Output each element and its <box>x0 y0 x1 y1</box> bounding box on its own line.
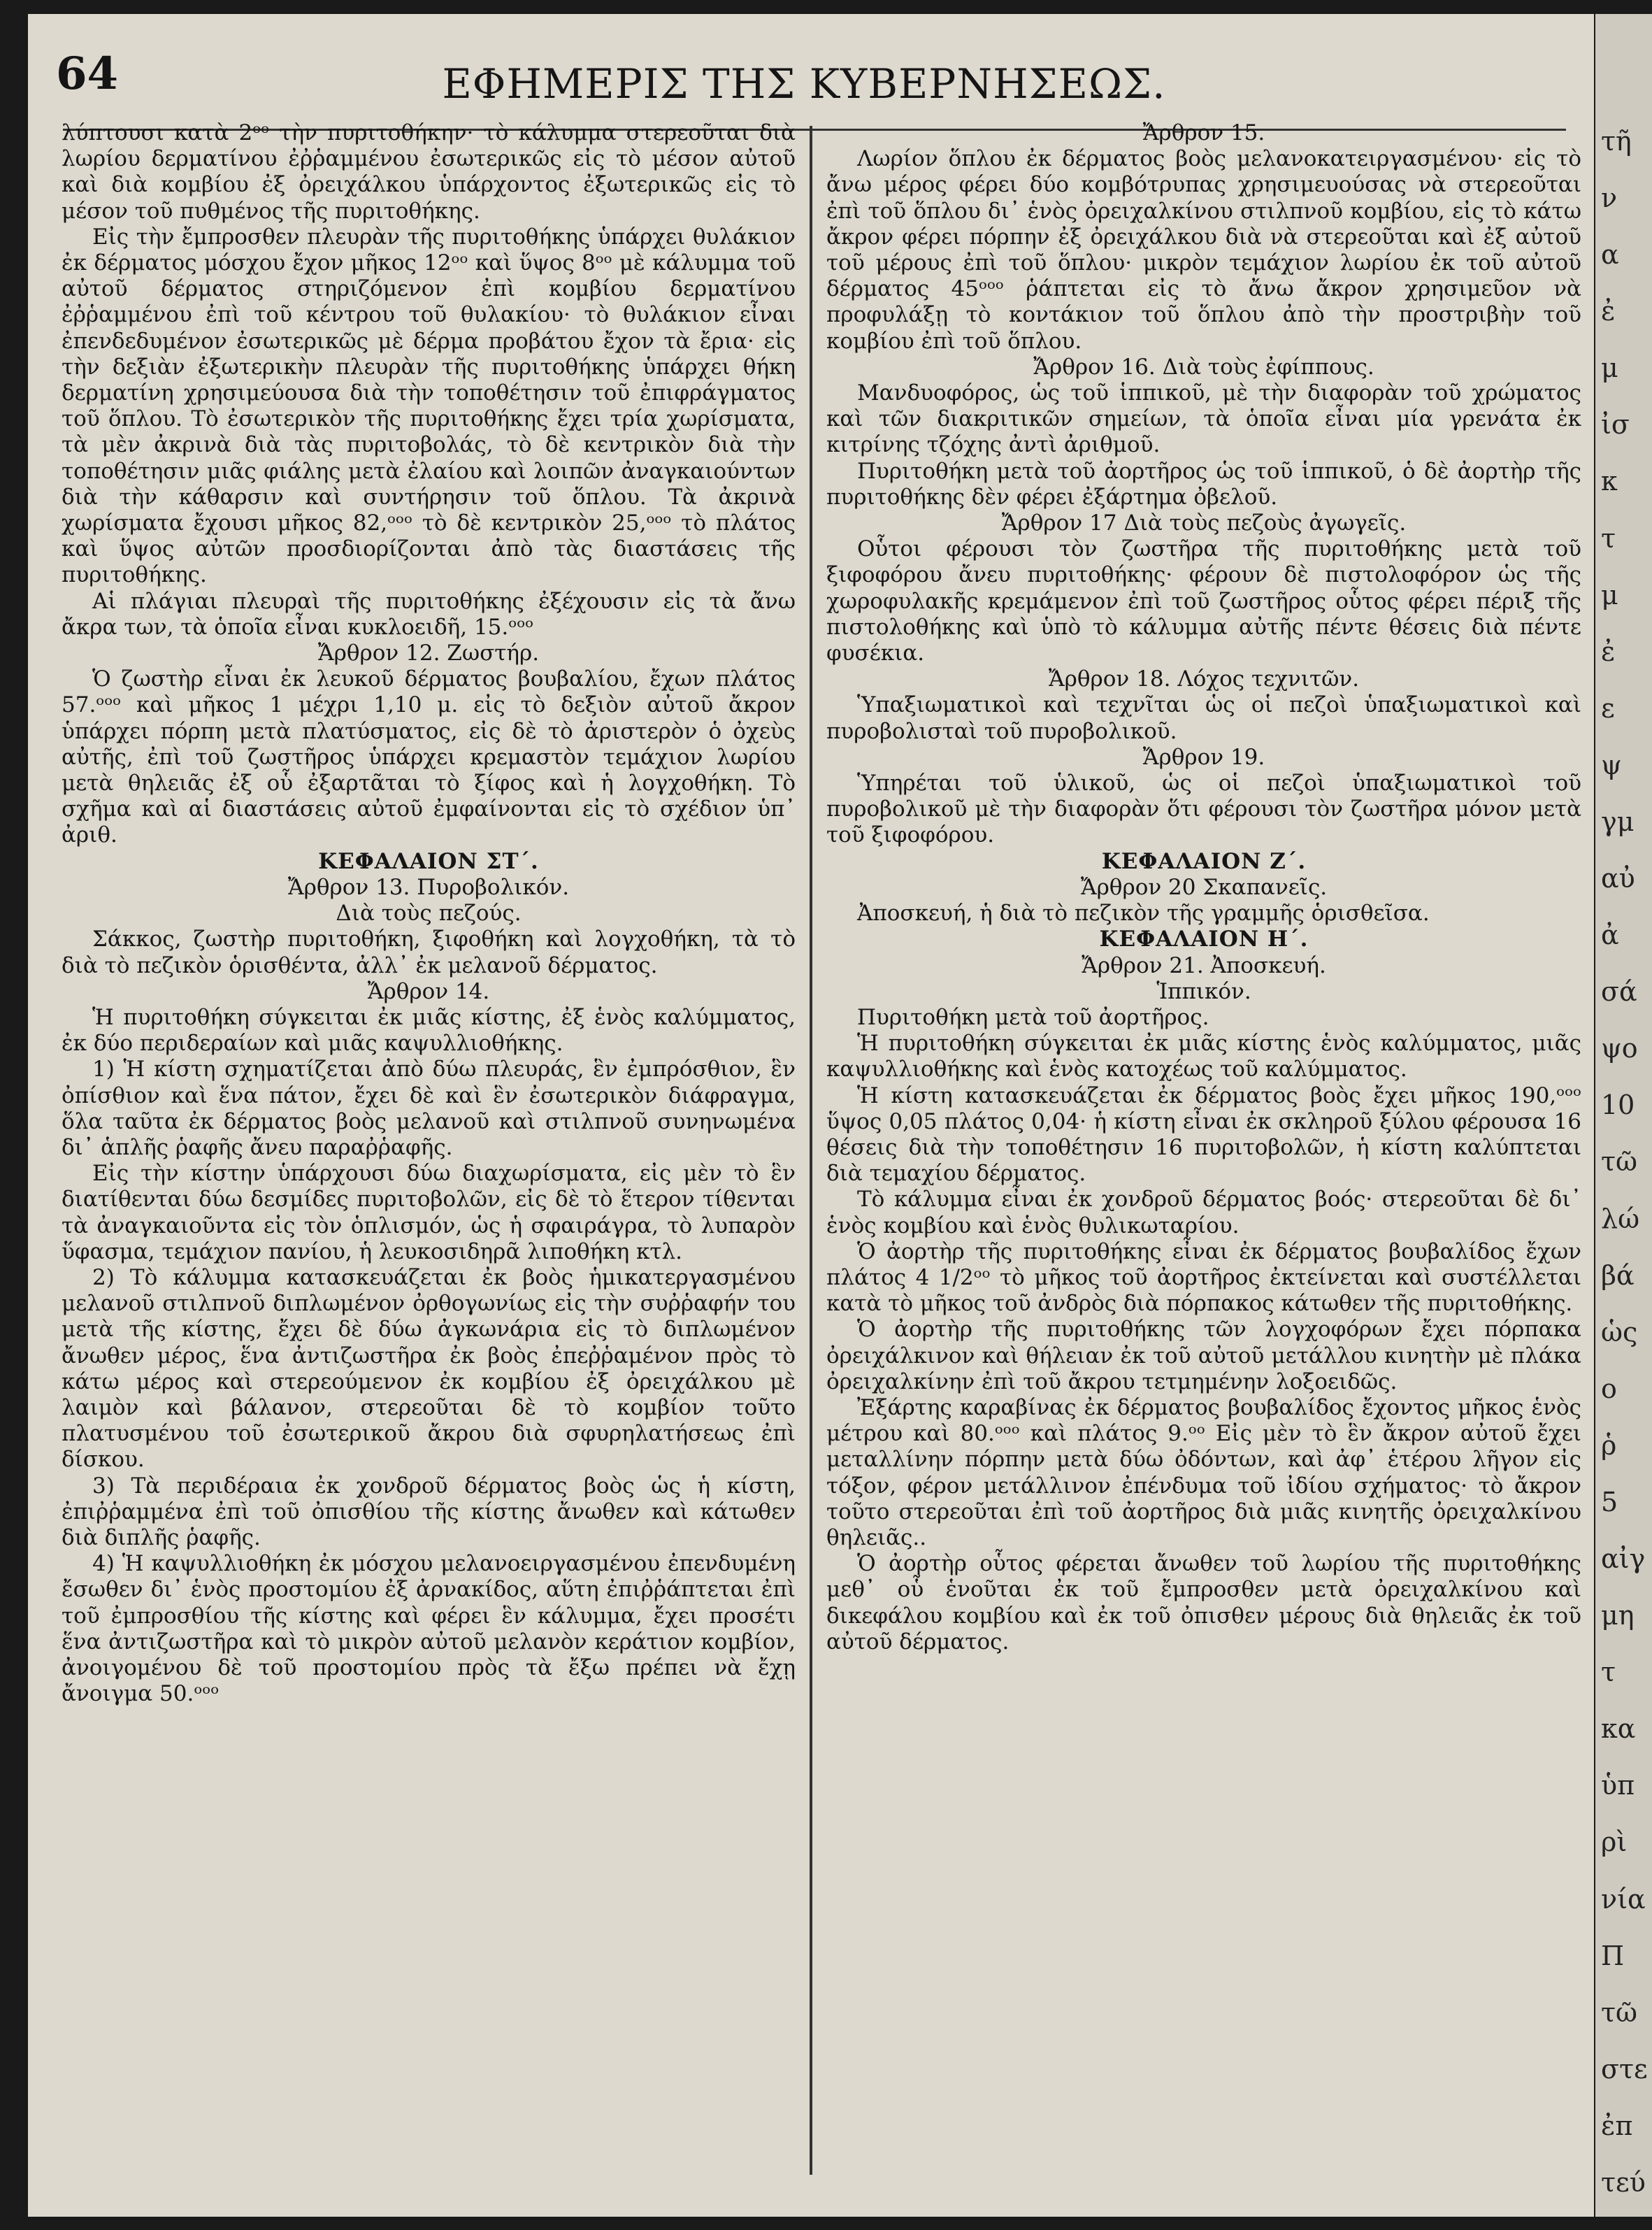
paragraph: 3) Τὰ περιδέραια ἐκ χονδροῦ δέρματος βοὸς ὡς ἡ κίστη, ἐπιῤῥαμμένα ἐπὶ τοῦ ὀπισθίου τῆς κίστης ἄνωθεν καὶ κάτωθεν διὰ διπλῆς ῥαφῆς. <box>62 1473 796 1550</box>
edge-fragment: τ <box>1601 1657 1616 1688</box>
edge-fragment: 10 <box>1601 1089 1635 1121</box>
section-heading: Ἄρθρον 13. Πυροβολικόν. <box>287 874 570 900</box>
section-heading: Ἄρθρον 18. Λόχος τεχνιτῶν. <box>1048 666 1360 692</box>
section-heading: ΚΕΦΑΛΑΙΟΝ Ζ´. <box>1101 848 1307 874</box>
paragraph: 2) Τὸ κάλυμμα κατασκευάζεται ἐκ βοὸς ἡμικατεργασμένου μελανοῦ στιλπνοῦ διπλωμένον ὀρθογωνίως εἰς τὴν συῤῥαφήν του μετὰ τῆς κίστης, ἔχει δὲ δύω ἀγκωνάρια εἰς τὸ διπλωμένον ἄνωθεν μέρος, ἕνα ἀντιζωστῆρα ἐκ βοὸς ἐπεῤῥαμένον πρὸς τὸ κάτω μέρος καὶ στερεούμενον ἐκ κομβίου ἐξ ὀρειχάλκου μὲ λαιμὸν καὶ βάλανον, στερεοῦται δὲ τὸ κομβίον τοῦτο πλατυσμένου τοῦ ἐσωτερικοῦ ἄκρου διὰ σφυρηλατήσεως ἐπὶ δίσκου. <box>62 1264 796 1473</box>
edge-fragment: ὑπ <box>1601 1770 1635 1801</box>
section-heading: Διὰ τοὺς πεζούς. <box>336 901 522 927</box>
paragraph: Ὁ ἀορτὴρ τῆς πυριτοθήκης τῶν λογχοφόρων ἔχει πόρπακα ὀρειχάλκινον καὶ θήλειαν ἐκ τοῦ αὐτοῦ μετάλλου κινητὴν μὲ πλάκα ὀρειχαλκίνην ἐπὶ τοῦ ἄκρου τετμημένην λοξοειδῶς. <box>826 1317 1581 1394</box>
paragraph: Ἡ πυριτοθήκη σύγκειται ἐκ μιᾶς κίστης, ἐξ ἑνὸς καλύμματος, ἐκ δύο περιδεραίων καὶ μιᾶς καψυλλιοθήκης. <box>62 1004 796 1057</box>
paragraph: Ἐξάρτης καραβίνας ἐκ δέρματος βουβαλίδος ἔχοντος μῆκος ἑνὸς μέτρου καὶ 80.ᵒᵒᵒ καὶ πλάτος 9.ᵒᵒ Εἰς μὲν τὸ ἓν ἄκρον αὐτοῦ ἔχει μεταλλίνην πόρπην μετὰ δύω ὀδόντων, καὶ ἀφ᾽ ἑτέρου λῆγον εἰς τόξον, φέρον μετάλλινον ἐπένδυμα τοῦ ἰδίου σχήματος· τὸ ἄκρον τοῦτο στερεοῦται ἐπὶ τοῦ ἀορτῆρος διὰ μιᾶς κινητῆς ὀρειχαλκίνου θηλειᾶς.. <box>826 1394 1581 1550</box>
edge-fragment: μ <box>1601 352 1618 384</box>
edge-fragment: α <box>1601 239 1619 271</box>
edge-fragment: ν <box>1601 183 1618 214</box>
edge-fragment: ἰσ <box>1601 409 1630 441</box>
paragraph: Λωρίον ὅπλου ἐκ δέρματος βοὸς μελανοκατειργασμένου· εἰς τὸ ἄνω μέρος φέρει δύο κομβότρυπας χρησιμευούσας νὰ στερεοῦται ἐπὶ τοῦ ὅπλου δι᾽ ἑνὸς ὀρειχαλκίνου στιλπνοῦ κομβίου, εἰς τὸ κάτω ἄκρον φέρει πόρπην ἐξ ὀρειχάλκου διὰ νὰ στερεοῦται καὶ ἐξ αὐτοῦ τοῦ μέρους ἐπὶ τοῦ ὅπλου· μικρὸν τεμάχιον λωρίου ἐκ τοῦ αὐτοῦ δέρματος 45ᵒᵒᵒ ῥάπτεται εἰς τὸ ἄνω ἄκρον χρησιμεῦον νὰ προφυλάξῃ τὸ κοντάκιον τοῦ ὅπλου ἀπὸ τὴν προστριβὴν τοῦ κομβίου ἐπὶ τοῦ ὅπλου. <box>826 146 1581 354</box>
paragraph: Εἰς τὴν κίστην ὑπάρχουσι δύω διαχωρίσματα, εἰς μὲν τὸ ἓν διατίθενται δύω δεσμίδες πυριτοβολῶν, εἰς δὲ τὸ ἕτερον τίθενται τὰ ἀναγκαιοῦντα εἰς τὸν ὁπλισμόν, ὡς ἡ σφαιράγρα, τὸ λυπαρὸν ὕφασμα, τεμάχιον πανίου, ἡ λευκοσιδηρᾶ λιποθήκη κτλ. <box>62 1161 796 1264</box>
page-header <box>28 35 1594 112</box>
edge-fragment: τῶ <box>1601 1146 1638 1178</box>
paragraph: Ἡ πυριτοθήκη σύγκειται ἐκ μιᾶς κίστης ἑνὸς καλύμματος, μιᾶς καψυλλιοθήκης καὶ ἑνὸς κατοχέως τοῦ καλύμματος. <box>826 1031 1581 1082</box>
paragraph: Οὗτοι φέρουσι τὸν ζωστῆρα τῆς πυριτοθήκης μετὰ τοῦ ξιφοφόρου ἄνευ πυριτοθήκης· φέρουν δὲ πιστολοφόρον ὡς τῆς χωροφυλακῆς κρεμάμενον ἐπὶ τοῦ ζωστῆρος οὗτος φέρει πέριξ τῆς πιστολοθήκης καὶ ὑπὸ τὸ κάλυμμα αὐτῆς πέντε θέσεις διὰ πέντε φυσέκια. <box>826 536 1581 666</box>
edge-fragment: αὐ <box>1601 863 1635 894</box>
edge-fragment: νία <box>1601 1883 1646 1915</box>
paragraph: Ὁ ζωστὴρ εἶναι ἐκ λευκοῦ δέρματος βουβαλίου, ἔχων πλάτος 57.ᵒᵒᵒ καὶ μῆκος 1 μέχρι 1,10 μ. εἰς τὸ δεξιὸν αὐτοῦ ἄκρον ὑπάρχει πόρπη μετὰ πλατύσματος, εἰς δὲ τὸ ἀριστερὸν ὁ ὀχεὺς αὐτῆς, ἐπὶ τοῦ ζωστῆρος ὑπάρχει κρεμαστὸν τεμάχιον λωρίου μετὰ θηλειᾶς ἐξ οὗ ἐξαρτᾶται τὸ ξίφος καὶ ἡ λογχοθήκη. Τὸ σχῆμα καὶ αἱ διαστάσεις αὐτοῦ ἐμφαίνονται εἰς τὸ σχέδιον ὑπ᾽ ἀριθ. <box>62 666 796 848</box>
paragraph: 4) Ἡ καψυλλιοθήκη ἐκ μόσχου μελανοειργασμένου ἐπενδυμένη ἔσωθεν δι᾽ ἑνὸς προστομίου ἐξ ἀρνακίδος, αὕτη ἐπιῤῥάπτεται ἐπὶ τοῦ ἐμπροσθίου τῆς κίστης καὶ φέρει ἓν κάλυμμα, ἔχει προσέτι ἕνα ἀντιζωστῆρα καὶ τὸ μικρὸν αὐτοῦ μελανὸν κεράτιον κομβίον, ἀνοιγομένου δὲ τοῦ προστομίου πρὸς τὰ ἔξω πρέπει νὰ ἔχῃ ἄνοιγμα 50.ᵒᵒᵒ <box>62 1551 796 1707</box>
edge-fragment: σά <box>1601 976 1637 1008</box>
edge-fragment: 5 <box>1601 1486 1618 1517</box>
paragraph: Ἀποσκευή, ἡ διὰ τὸ πεζικὸν τῆς γραμμῆς ὁρισθεῖσα. <box>857 901 1430 927</box>
edge-fragment: ἐ <box>1601 296 1616 327</box>
edge-fragment: γμ <box>1601 806 1635 837</box>
paragraph: Ὁ ἀορτὴρ τῆς πυριτοθήκης εἶναι ἐκ δέρματος βουβαλίδος ἔχων πλάτος 4 1/2ᵒᵒ τὸ μῆκος τοῦ ἀορτῆρος ἐκτείνεται καὶ συστέλλεται κατὰ τὸ μῆκος τοῦ ἀνδρὸς διὰ πόρπακος κάτωθεν τῆς πυριτοθήκης. <box>826 1238 1581 1317</box>
paragraph: Εἰς τὴν ἔμπροσθεν πλευρὰν τῆς πυριτοθήκης ὑπάρχει θυλάκιον ἐκ δέρματος μόσχου ἔχον μῆκος 12ᵒᵒ καὶ ὕψος 8ᵒᵒ μὲ κάλυμμα τοῦ αὐτοῦ δέρματος στηριζόμενον ἐπὶ κομβίου δερματίνου ἐῤῥαμμένου ἐπὶ τοῦ κέντρου τοῦ θυλακίου· τὸ θυλάκιον εἶναι ἐπενδεδυμένον ἐσωτερικῶς μὲ δέρμα προβάτου ἔχον τὰ ἔρια· εἰς τὴν δεξιὰν ἐξωτερικὴν πλευρὰν τῆς πυριτοθήκης ὑπάρχει θήκη δερματίνη χρησιμεύουσα διὰ τὴν τοποθέτησιν τοῦ ἐπιφράγματος τοῦ ὅπλου. Τὸ ἐσωτερικὸν τῆς πυριτοθήκης ἔχει τρία χωρίσματα, τὰ μὲν ἀκρινὰ διὰ τὰς πυριτοβολάς, τὸ δὲ κεντρικὸν διὰ τὴν τοποθέτησιν μιᾶς φιάλης μετὰ ἐλαίου καὶ λοιπῶν ἀναγκαιούντων διὰ τὴν κάθαρσιν καὶ συντήρησιν τοῦ ὅπλου. Τὰ ἀκρινὰ χωρίσματα ἔχουσι μῆκος 82,ᵒᵒᵒ τὸ δὲ κεντρικὸν 25,ᵒᵒᵒ τὸ πλάτος καὶ ὕψος αὐτῶν προσδιορίζονται ἀπὸ τὰς διαστάσεις τῆς πυριτοθήκης. <box>62 224 796 588</box>
edge-fragment: βά <box>1601 1259 1635 1291</box>
edge-fragment: ε <box>1601 692 1615 724</box>
edge-fragment: μη <box>1601 1600 1635 1631</box>
paragraph: Αἱ πλάγιαι πλευραὶ τῆς πυριτοθήκης ἐξέχουσιν εἰς τὰ ἄνω ἄκρα των, τὰ ὁποῖα εἶναι κυκλοειδῆ, 15.ᵒᵒᵒ <box>62 588 796 640</box>
edge-fragment: ψο <box>1601 1033 1638 1064</box>
edge-fragment: μ <box>1601 579 1618 610</box>
edge-fragment: κ <box>1601 466 1618 497</box>
edge-fragment: τ <box>1601 522 1616 554</box>
edge-fragment: τεύ <box>1601 2166 1646 2198</box>
edge-fragment: τῶ <box>1601 1996 1638 2028</box>
edge-fragment: ῥ <box>1601 1429 1617 1461</box>
section-heading: Ἄρθρον 17 Διὰ τοὺς πεζοὺς ἀγωγεῖς. <box>1001 510 1407 536</box>
edge-fragment: ὡς <box>1601 1316 1638 1348</box>
section-heading: Ἄρθρον 12. Ζωστήρ. <box>317 641 540 666</box>
section-heading: Ἄρθρον 19. <box>1142 744 1265 770</box>
section-heading: Ἄρθρον 16. Διὰ τοὺς ἐφίππους. <box>1033 354 1374 380</box>
column-divider <box>810 126 812 2175</box>
paragraph: Ὑπηρέται τοῦ ὑλικοῦ, ὡς οἱ πεζοὶ ὑπαξιωματικοὶ τοῦ πυροβολικοῦ μὲ τὴν διαφορὰν ὅτι φέρουσι τὸν ζωστῆρα μόνον μετὰ τοῦ ξιφοφόρου. <box>826 771 1581 848</box>
edge-fragment: Π <box>1601 1940 1625 1971</box>
section-heading: Ἄρθρον 15. <box>1142 120 1265 145</box>
edge-fragment: κα <box>1601 1713 1636 1745</box>
section-heading: Ἄρθρον 21. Ἀποσκευή. <box>1082 952 1326 978</box>
section-heading: Ἱππικόν. <box>1156 978 1251 1004</box>
paragraph: Πυριτοθήκη μετὰ τοῦ ἀορτῆρος. <box>857 1004 1209 1030</box>
section-heading: ΚΕΦΑΛΑΙΟΝ ΣΤ´. <box>318 848 539 874</box>
paragraph: Τὸ κάλυμμα εἶναι ἐκ χονδροῦ δέρματος βοός· στερεοῦται δὲ δι᾽ ἑνὸς κομβίου καὶ ἑνὸς θυλικωταρίου. <box>826 1187 1581 1238</box>
edge-fragment: ἐ <box>1601 636 1616 667</box>
section-heading: Ἄρθρον 20 Σκαπανεῖς. <box>1080 874 1328 900</box>
next-page-edge <box>1595 14 1652 2217</box>
edge-fragment: ο <box>1601 1373 1617 1404</box>
right-column <box>826 120 1581 2190</box>
section-heading: Ἄρθρον 14. <box>367 978 490 1004</box>
paragraph: Ἡ κίστη κατασκευάζεται ἐκ δέρματος βοὸς ἔχει μῆκος 190,ᵒᵒᵒ ὕψος 0,05 πλάτος 0,04· ἡ κίστη εἶναι ἐκ σκληροῦ ξύλου φέρουσα 16 θέσεις διὰ τὴν τοποθέτησιν 16 πυριτοβολῶν, ἡ κίστη καλύπτεται διὰ τεμαχίου δέρματος. <box>826 1082 1581 1187</box>
edge-fragment: λώ <box>1601 1203 1640 1234</box>
document-page <box>28 14 1594 2217</box>
edge-fragment: αἰγ <box>1601 1543 1646 1575</box>
paragraph: Ὑπαξιωματικοὶ καὶ τεχνῖται ὡς οἱ πεζοὶ ὑπαξιωματικοὶ καὶ πυροβολισταὶ τοῦ πυροβολικοῦ. <box>826 692 1581 744</box>
edge-fragment: ἐπ <box>1601 2110 1633 2141</box>
edge-fragment: τῆ <box>1601 126 1632 157</box>
page-number: 64 <box>56 48 119 100</box>
paragraph: Σάκκος, ζωστὴρ πυριτοθήκη, ξιφοθήκη καὶ λογχοθήκη, τὰ τὸ διὰ τὸ πεζικὸν ὁρισθέντα, ἀλλ᾽ ἐκ μελανοῦ δέρματος. <box>62 927 796 978</box>
paragraph: 1) Ἡ κίστη σχηματίζεται ἀπὸ δύω πλευράς, ἓν ἐμπρόσθιον, ἓν ὀπίσθιον καὶ ἕνα πάτον, ἔχει δὲ καὶ ἓν ἐσωτερικὸν διάφραγμα, ὅλα ταῦτα ἐκ δέρματος βοὸς μελανοῦ καὶ στιλπνοῦ συνηνωμένα δι᾽ ἁπλῆς ῥαφῆς ἄνευ παραῤῥαφῆς. <box>62 1057 796 1160</box>
left-column <box>62 120 796 2190</box>
running-title: ΕΦΗΜΕΡΙΣ ΤΗΣ ΚΥΒΕΡΝΗΣΕΩΣ. <box>442 60 1166 108</box>
paragraph: Μανδυοφόρος, ὡς τοῦ ἱππικοῦ, μὲ τὴν διαφορὰν τοῦ χρώματος καὶ τῶν διακριτικῶν σημείων, τὰ ὁποῖα εἶναι μία γρενάτα ἐκ κιτρίνης τζόχης ἀντὶ ἀριθμοῦ. <box>826 380 1581 458</box>
edge-fragment: ψ <box>1601 749 1622 780</box>
paragraph: Πυριτοθήκη μετὰ τοῦ ἀορτῆρος ὡς τοῦ ἱππικοῦ, ὁ δὲ ἀορτὴρ τῆς πυριτοθήκης δὲν φέρει ἐξάρτημα ὀβελοῦ. <box>826 458 1581 510</box>
paragraph: Ὁ ἀορτὴρ οὗτος φέρεται ἄνωθεν τοῦ λωρίου τῆς πυριτοθήκης μεθ᾽ οὗ ἑνοῦται ἐκ τοῦ ἔμπροσθεν μετὰ ὀρειχαλκίνου καὶ δικεφάλου κομβίου καὶ ἐκ τοῦ ὀπισθεν μέρους διὰ θηλειᾶς ἐκ τοῦ αὐτοῦ δέρματος. <box>826 1551 1581 1654</box>
edge-fragment: ρὶ <box>1601 1827 1628 1858</box>
edge-fragment: στε <box>1601 2053 1648 2085</box>
edge-fragment: ἀ <box>1601 920 1619 951</box>
section-heading: ΚΕΦΑΛΑΙΟΝ Η´. <box>1099 927 1309 952</box>
paragraph: λύπτουσι κατὰ 2ᵒᵒ τὴν πυριτοθήκην· τὸ κάλυμμα στερεοῦται διὰ λωρίου δερματίνου ἐῤῥαμμένου ἐσωτερικῶς εἰς τὸ μέσον αὐτοῦ καὶ διὰ κομβίου ἐξ ὀρειχάλκου ὑπάρχοντος ἐξωτερικῶς εἰς τὸ μέσον τοῦ πυθμένος τῆς πυριτοθήκης. <box>62 120 796 224</box>
